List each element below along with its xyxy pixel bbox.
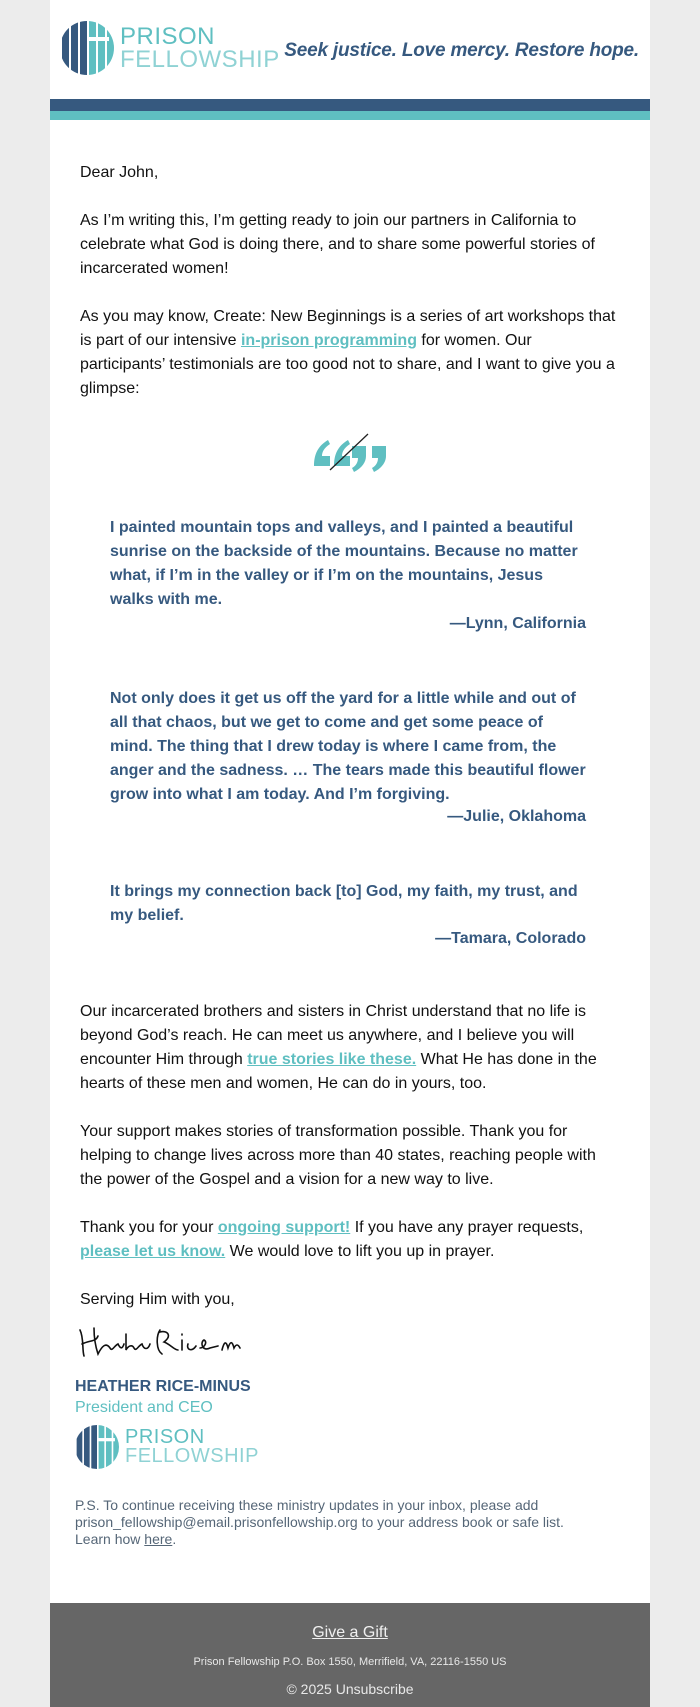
signer-name: HEATHER RICE-MINUS [75,1378,251,1395]
logo-line-2: FELLOWSHIP [120,46,280,73]
header-bar-teal [50,111,650,120]
testimonial-quote-2: Not only does it get us off the yard for a little while and out of all that chaos, but we get to come and get some peace of mind. The thing that I drew today is where I came from, the anger and the sadness. … The tears made this beautiful flower grow into what I am today. And I’m forgiving. [110,690,586,803]
pf-logo-mark-icon [60,21,114,75]
paragraph-4: Your support makes stories of transformation possible. Thank you for helping to change lives across more than 40 states, reaching people with the power of the Gospel and a vision for a new way to live. [80,1123,596,1188]
email-header [50,0,650,99]
true-stories-link[interactable]: true stories like these. [247,1051,417,1068]
testimonial-cite-1: —Lynn, California [449,615,586,632]
postscript-text: P.S. To continue receiving these ministry updates in your inbox, please add prison_fellowship@email.prisonfellowship.org to your address book or safe list. Learn how [75,1497,564,1547]
postscript-end: . [172,1531,177,1547]
testimonial-quote-3: It brings my connection back [to] God, my faith, my trust, and my belief. [110,883,578,924]
ongoing-support-link[interactable]: ongoing support! [217,1219,351,1236]
paragraph-1: As I’m writing this, I’m getting ready to join our partners in California to celebrate what God is doing there, and to share some powerful stories of incarcerated women! [80,212,595,277]
email-footer [50,1603,650,1707]
signature-logo-line-1: PRISON [125,1426,205,1448]
greeting: Dear John, [80,164,159,181]
copyright-unsubscribe[interactable]: © 2025 Unsubscribe [286,1681,414,1697]
logo-wordmark [120,25,280,71]
give-a-gift-link[interactable]: Give a Gift [312,1624,388,1641]
paragraph-5 [80,1216,620,1264]
prayer-request-link[interactable]: please let us know. [80,1243,226,1260]
tagline: Seek justice. Love mercy. Restore hope. [284,40,639,61]
quote-mark-icon [310,432,390,478]
paragraph-3-text-b: What He has done in the hearts of these men and women, He can do in yours, too. [80,1051,597,1092]
paragraph-5-text-c: We would love to lift you up in prayer. [225,1243,495,1260]
postscript [75,1497,595,1548]
closing: Serving Him with you, [80,1291,235,1308]
paragraph-5-text-a: Thank you for your [80,1219,218,1236]
signature-image [76,1320,246,1362]
paragraph-5-text-b: If you have any prayer requests, [350,1219,584,1236]
signature-logo [75,1425,259,1469]
learn-how-link[interactable]: here [144,1531,173,1547]
prison-fellowship-logo[interactable] [60,21,280,75]
in-prison-programming-link[interactable]: in-prison programming [240,332,417,349]
header-bar-navy [50,99,650,111]
testimonial-cite-2: —Julie, Oklahoma [447,808,586,825]
testimonial-cite-3: —Tamara, Colorado [435,930,586,947]
pf-logo-mark-small-icon [75,1425,119,1469]
testimonial-quote-1: I painted mountain tops and valleys, and I painted a beautiful sunrise on the backside of the mountains. Because no matter what, if I’m in the valley or if I’m on the mountains, Jesus walks with me. [110,519,578,608]
paragraph-2-text-b: for women. Our participants’ testimonials are too good not to share, and I want to give you a glimpse: [80,332,615,397]
paragraph-2 [80,305,620,401]
email-container [50,0,650,1707]
paragraph-2-text-a: As you may know, Create: New Beginnings is a series of art workshops that is part of our intensive [80,308,616,349]
signer-title: President and CEO [75,1399,213,1416]
signature-logo-line-2: FELLOWSHIP [125,1445,259,1467]
paragraph-3-text-a: Our incarcerated brothers and sisters in Christ understand that no life is beyond God’s reach. He can meet us anywhere, and I believe you will encounter Him through [80,1003,587,1068]
signature-logo-wordmark [125,1428,259,1466]
mailing-address: Prison Fellowship P.O. Box 1550, Merrifield, VA, 22116-1550 US [193,1656,507,1668]
paragraph-3 [80,1000,620,1096]
logo-line-1: PRISON [120,23,216,50]
